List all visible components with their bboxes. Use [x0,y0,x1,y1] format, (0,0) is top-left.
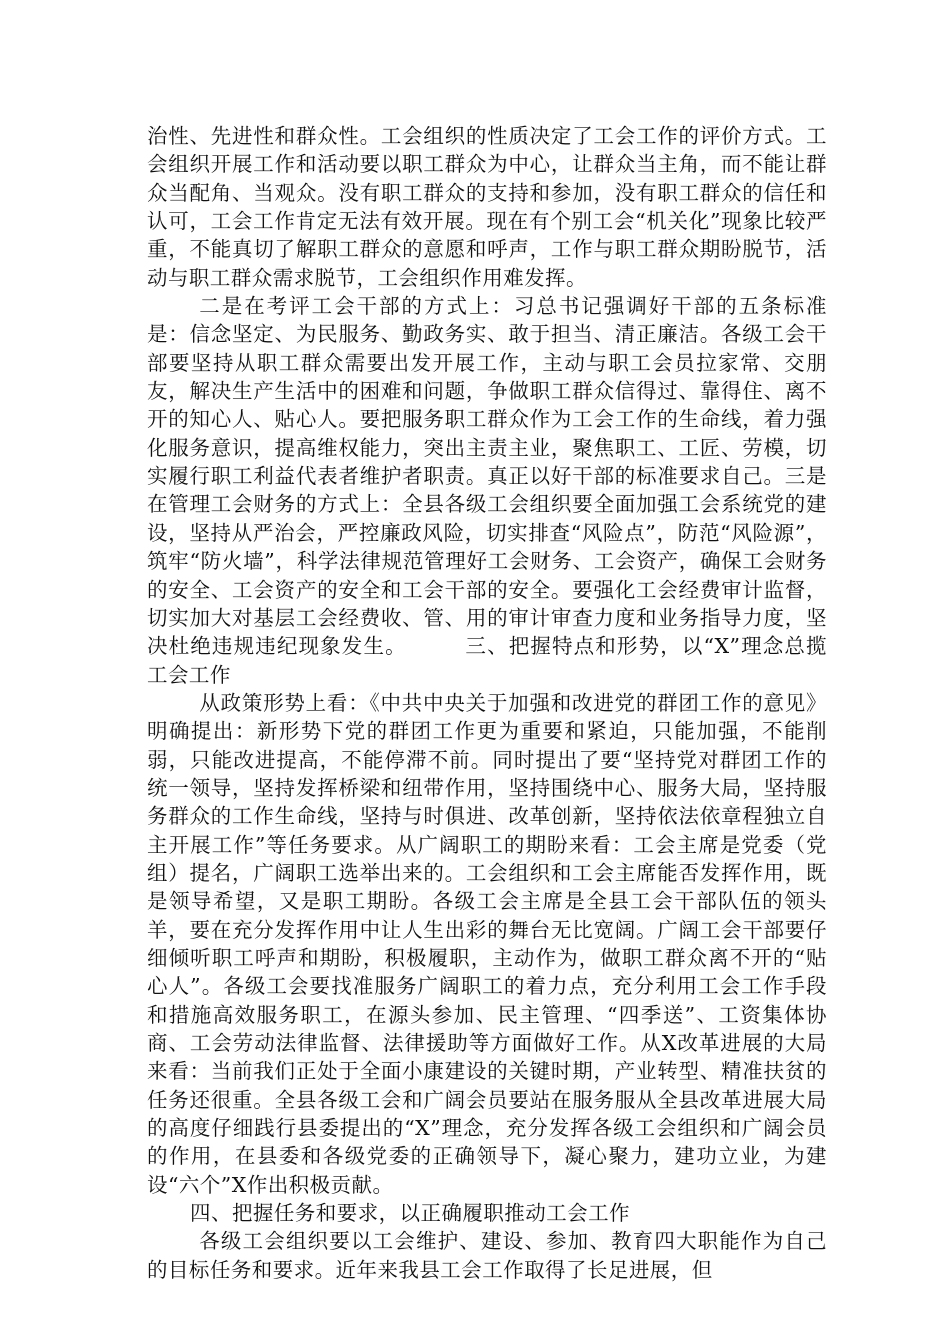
paragraph-2 [147,292,827,689]
section-heading-4: 四、把握任务和要求，以正确履职推动工会工作 [190,1201,630,1226]
document-body [147,122,827,1284]
paragraph-3: 从政策形势上看：《中共中央关于加强和改进党的群团工作的意见》明确提出：新形势下党的群团工作更为重要和紧迫，只能加强，不能削弱，只能改进提高，不能停滞不前。同时提出了要“坚持党对群团工作的统一领导，坚持发挥桥梁和纽带作用，坚持围绕中心、服务大局，坚持服务群众的工作生命线，坚持与时俱进、改革创新，坚持依法依章程独立自主开展工作”等任务要求。从广阔职工的期盼来看：工会主席是党委（党组）提名，广阔职工选举出来的。工会组织和工会主席能否发挥作用，既是领导希望，又是职工期盼。各级工会主席是全县工会干部队伍的领头羊，要在充分发挥作用中让人生出彩的舞台无比宽阔。广阔工会干部要仔细倾听职工呼声和期盼，积极履职，主动作为，做职工群众离不开的“贴心人”。各级工会要找准服务广阔职工的着力点，充分利用工会工作手段和措施高效服务职工，在源头参加、民主管理、“四季送”、工资集体协商、工会劳动法律监督、法律援助等方面做好工作。从X改革进展的大局来看：当前我们正处于全面小康建设的关键时期，产业转型、精准扶贫的任务还很重。全县各级工会和广阔会员要站在服务服从全县改革进展大局的高度仔细践行县委提出的“X”理念，充分发挥各级工会组织和广阔会员的作用，在县委和各级党委的正确领导下，凝心聚力，建功立业，为建设“六个”X作出积极贡献。 [147,690,827,1197]
paragraph-2-body: 二是在考评工会干部的方式上：习总书记强调好干部的五条标准是：信念坚定、为民服务、勤政务实、敢于担当、清正廉洁。各级工会干部要坚持从职工群众需要出发开展工作，主动与职工会员拉家常、交朋友，解决生产生活中的困难和问题，争做职工群众信得过、靠得住、离不开的知心人、贴心人。要把服务职工群众作为工会工作的生命线，着力强化服务意识，提高维权能力，突出主责主业，聚焦职工、工匠、劳模，切实履行职工利益代表者维护者职责。真正以好干部的标准要求自己。三是在管理工会财务的方式上：全县各级工会组织要全面加强工会系统党的建设，坚持从严治会，严控廉政风险，切实排查“风险点”，防范“风险源”，筑牢“防火墙”，科学法律规范管理好工会财务、工会资产，确保工会财务的安全、工会资产的安全和工会干部的安全。要强化工会经费审计监督，切实加大对基层工会经费收、管、用的审计审查力度和业务指导力度，坚决杜绝违规违纪现象发生。 [147,294,827,659]
paragraph-5: 各级工会组织要以工会维护、建设、参加、教育四大职能作为自己的目标任务和要求。近年来我县工会工作取得了长足进展，但 [147,1229,827,1282]
section-heading-3: 三、把握特点和形势，以“X”理念总揽工会工作 [147,634,827,687]
paragraph-1: 治性、先进性和群众性。工会组织的性质决定了工会工作的评价方式。工会组织开展工作和活动要以职工群众为中心，让群众当主角，而不能让群众当配角、当观众。没有职工群众的支持和参加，没有职工群众的信任和认可，工会工作肯定无法有效开展。现在有个别工会“机关化”现象比较严重，不能真切了解职工群众的意愿和呼声，工作与职工群众期盼脱节，活动与职工群众需求脱节，工会组织作用难发挥。 [147,124,827,290]
